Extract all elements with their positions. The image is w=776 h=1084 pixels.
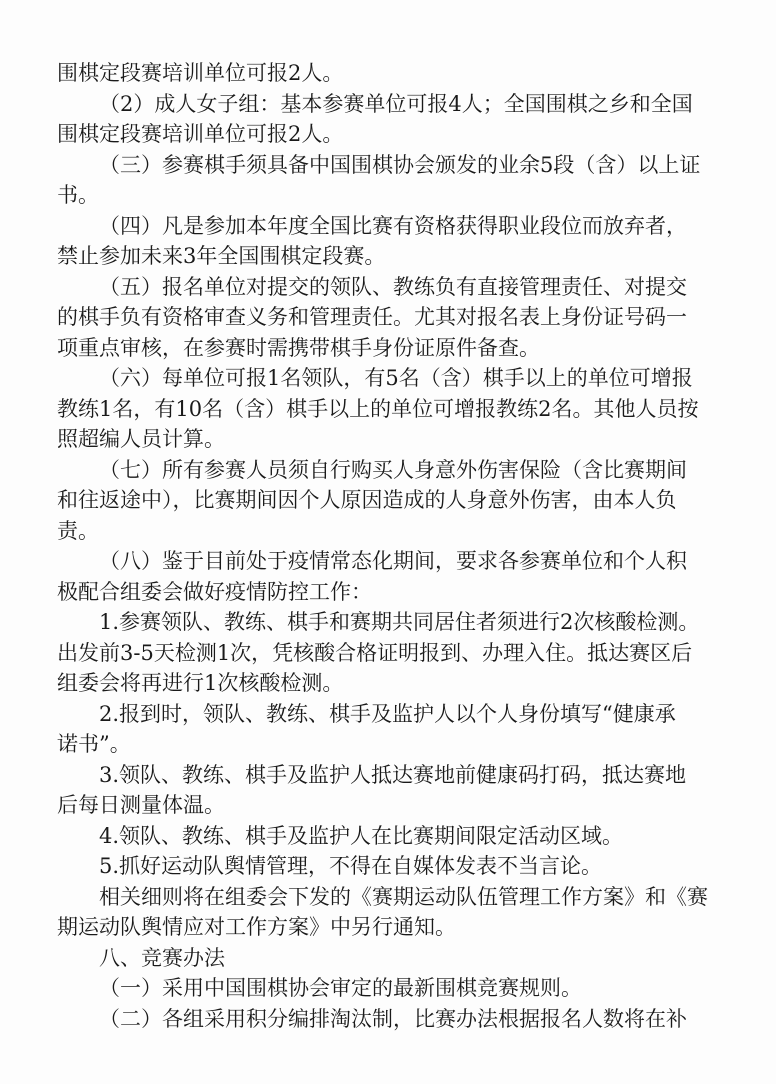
text-line: 极配合组委会做好疫情防控工作： bbox=[57, 579, 372, 604]
text-line: 的棋手负有资格审查义务和管理责任。尤其对报名表上身份证号码一 bbox=[57, 305, 687, 329]
text-line: 围棋定段赛培训单位可报2人。 bbox=[57, 61, 344, 85]
text-line: 2.报到时，领队、教练、棋手及监护人以个人身份填写“健康承 bbox=[99, 701, 676, 726]
text-line: （五）报名单位对提交的领队、教练负有直接管理责任、对提交 bbox=[99, 274, 687, 299]
text-line: 教练1名，有10名（含）棋手以上的单位可增报教练2名。其他人员按 bbox=[57, 396, 699, 421]
text-line: 照超编人员计算。 bbox=[57, 427, 225, 451]
text-line: 期运动队舆情应对工作方案》中另行通知。 bbox=[57, 915, 456, 939]
text-line: 责。 bbox=[57, 518, 99, 543]
text-line: 5.抓好运动队舆情管理，不得在自媒体发表不当言论。 bbox=[99, 854, 603, 878]
text-line: 出发前3-5天检测1次，凭核酸合格证明报到、办理入住。抵达赛区后 bbox=[57, 640, 693, 665]
text-line: 禁止参加未来3年全国围棋定段赛。 bbox=[57, 244, 386, 268]
text-line: 书。 bbox=[57, 183, 99, 207]
text-line: （2）成人女子组：基本参赛单位可报4人；全国围棋之乡和全国 bbox=[99, 91, 693, 116]
text-line: 组委会将再进行1次核酸检测。 bbox=[57, 671, 344, 695]
text-line: （一）采用中国围棋协会审定的最新围棋竞赛规则。 bbox=[99, 976, 582, 1000]
text-line: （七）所有参赛人员须自行购买人身意外伤害保险（含比赛期间 bbox=[99, 457, 687, 482]
text-line: 诺书”。 bbox=[57, 732, 131, 756]
text-line: 4.领队、教练、棋手及监护人在比赛期间限定活动区域。 bbox=[99, 823, 624, 848]
text-line: 后每日测量体温。 bbox=[57, 793, 225, 817]
text-line: （三）参赛棋手须具备中国围棋协会颁发的业余5段（含）以上证 bbox=[99, 152, 701, 177]
section-heading: 八、竞赛办法 bbox=[99, 945, 225, 970]
text-line: 相关细则将在组委会下发的《赛期运动队伍管理工作方案》和《赛 bbox=[99, 884, 708, 909]
text-line: 1.参赛领队、教练、棋手和赛期共同居住者须进行2次核酸检测。 bbox=[99, 610, 700, 634]
text-line: （八）鉴于目前处于疫情常态化期间，要求各参赛单位和个人积 bbox=[99, 549, 687, 573]
text-line: （四）凡是参加本年度全国比赛有资格获得职业段位而放弃者， bbox=[99, 213, 687, 238]
text-line: 和往返途中），比赛期间因个人原因造成的人身意外伤害，由本人负 bbox=[57, 488, 677, 512]
text-line: （六）每单位可报1名领队，有5名（含）棋手以上的单位可增报 bbox=[99, 366, 693, 390]
text-line: （二）各组采用积分编排淘汰制，比赛办法根据报名人数将在补 bbox=[99, 1006, 687, 1031]
document-body bbox=[57, 58, 717, 1034]
text-line: 项重点审核，在参赛时需携带棋手身份证原件备查。 bbox=[57, 335, 540, 360]
text-line: 围棋定段赛培训单位可报2人。 bbox=[57, 122, 344, 146]
text-line: 3.领队、教练、棋手及监护人抵达赛地前健康码打码，抵达赛地 bbox=[99, 762, 687, 787]
